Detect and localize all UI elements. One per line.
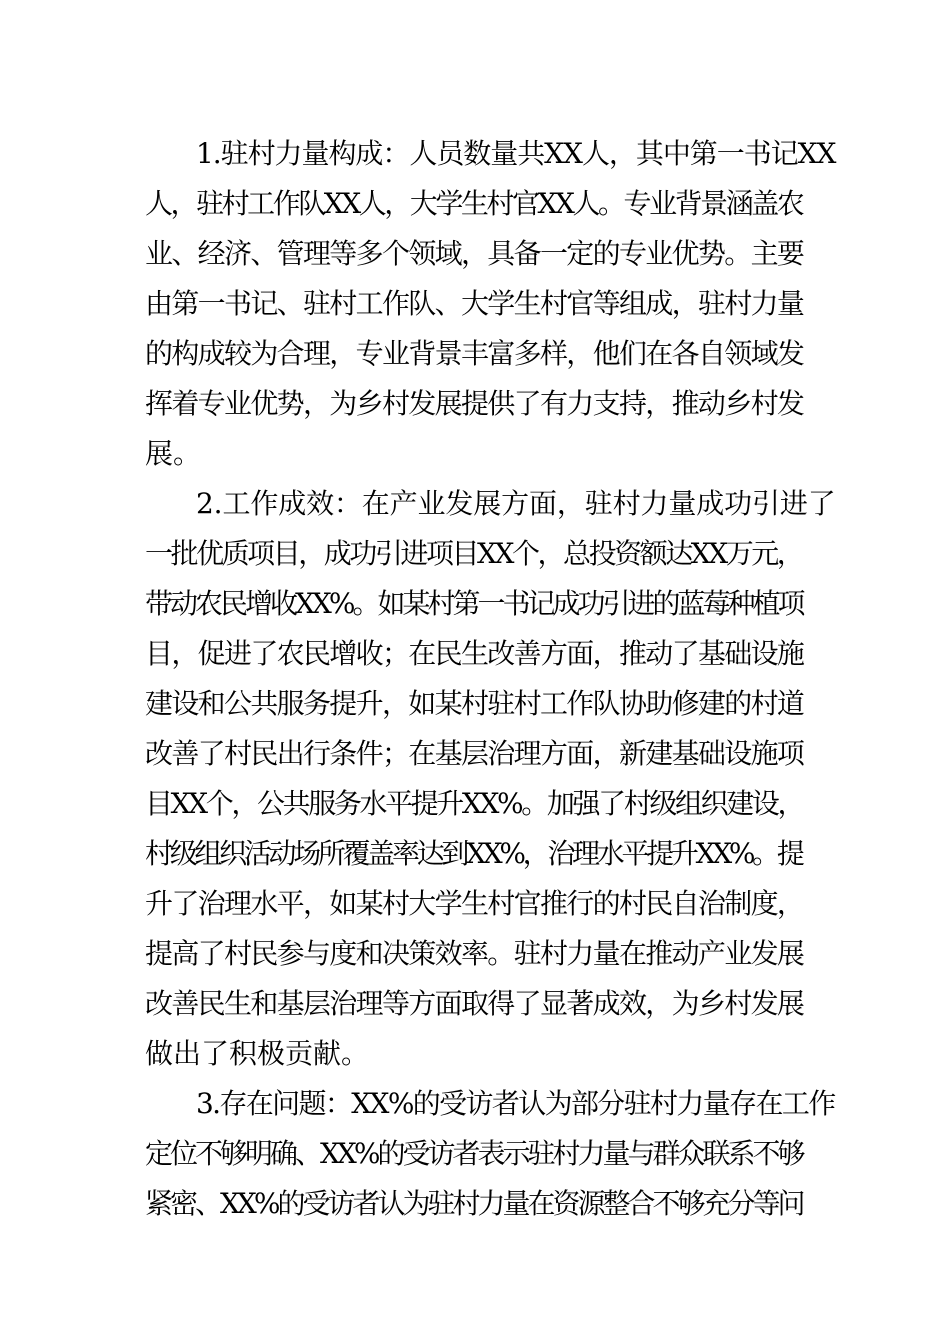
paragraph-2-line-9: 升了治理水平，如某村大学生村官推行的村民自治制度， <box>145 887 804 920</box>
paragraph-1-line-5: 的构成较为合理，专业背景丰富多样，他们在各自领域发 <box>145 337 804 370</box>
paragraph-2-line-11: 改善民生和基层治理等方面取得了显著成效，为乡村发展 <box>145 987 804 1020</box>
paragraph-2-line-10: 提高了村民参与度和决策效率。驻村力量在推动产业发展 <box>145 937 804 970</box>
paragraph-2-line-6: 改善了村民出行条件；在基层治理方面，新建基础设施项 <box>145 737 804 770</box>
paragraph-1-line-2: 人，驻村工作队XX人，大学生村官XX人。专业背景涵盖农 <box>145 187 803 220</box>
paragraph-1-line-7: 展。 <box>145 437 202 470</box>
paragraph-1-line-4: 由第一书记、驻村工作队、大学生村官等组成，驻村力量 <box>145 287 804 320</box>
paragraph-2-line-4: 目，促进了农民增收；在民生改善方面，推动了基础设施 <box>145 637 804 670</box>
paragraph-2-line-2: 一批优质项目，成功引进项目XX个，总投资额达XX万元， <box>145 537 803 570</box>
paragraph-2-line-12: 做出了积极贡献。 <box>145 1037 370 1070</box>
paragraph-2-line-3: 带动农民增收XX%。如某村第一书记成功引进的蓝莓种植项 <box>145 587 803 620</box>
paragraph-3-line-1: 3.存在问题：XX%的受访者认为部分驻村力量存在工作 <box>196 1087 835 1120</box>
paragraph-2-line-7: 目XX个，公共服务水平提升XX%。加强了村级组织建设， <box>145 787 804 820</box>
paragraph-3-line-3: 紧密、XX%的受访者认为驻村力量在资源整合不够充分等问 <box>145 1187 803 1220</box>
paragraph-1-line-6: 挥着专业优势，为乡村发展提供了有力支持，推动乡村发 <box>145 387 804 420</box>
paragraph-1-line-1: 1.驻村力量构成：人员数量共XX人，其中第一书记XX <box>196 137 836 170</box>
paragraph-2-line-8: 村级组织活动场所覆盖率达到XX%，治理水平提升XX%。提 <box>145 837 802 870</box>
paragraph-3-line-2: 定位不够明确、XX%的受访者表示驻村力量与群众联系不够 <box>145 1137 803 1170</box>
paragraph-2-line-5: 建设和公共服务提升，如某村驻村工作队协助修建的村道 <box>145 687 804 720</box>
paragraph-2-line-1: 2.工作成效：在产业发展方面，驻村力量成功引进了 <box>196 487 836 520</box>
paragraph-1-line-3: 业、经济、管理等多个领域，具备一定的专业优势。主要 <box>145 237 804 270</box>
